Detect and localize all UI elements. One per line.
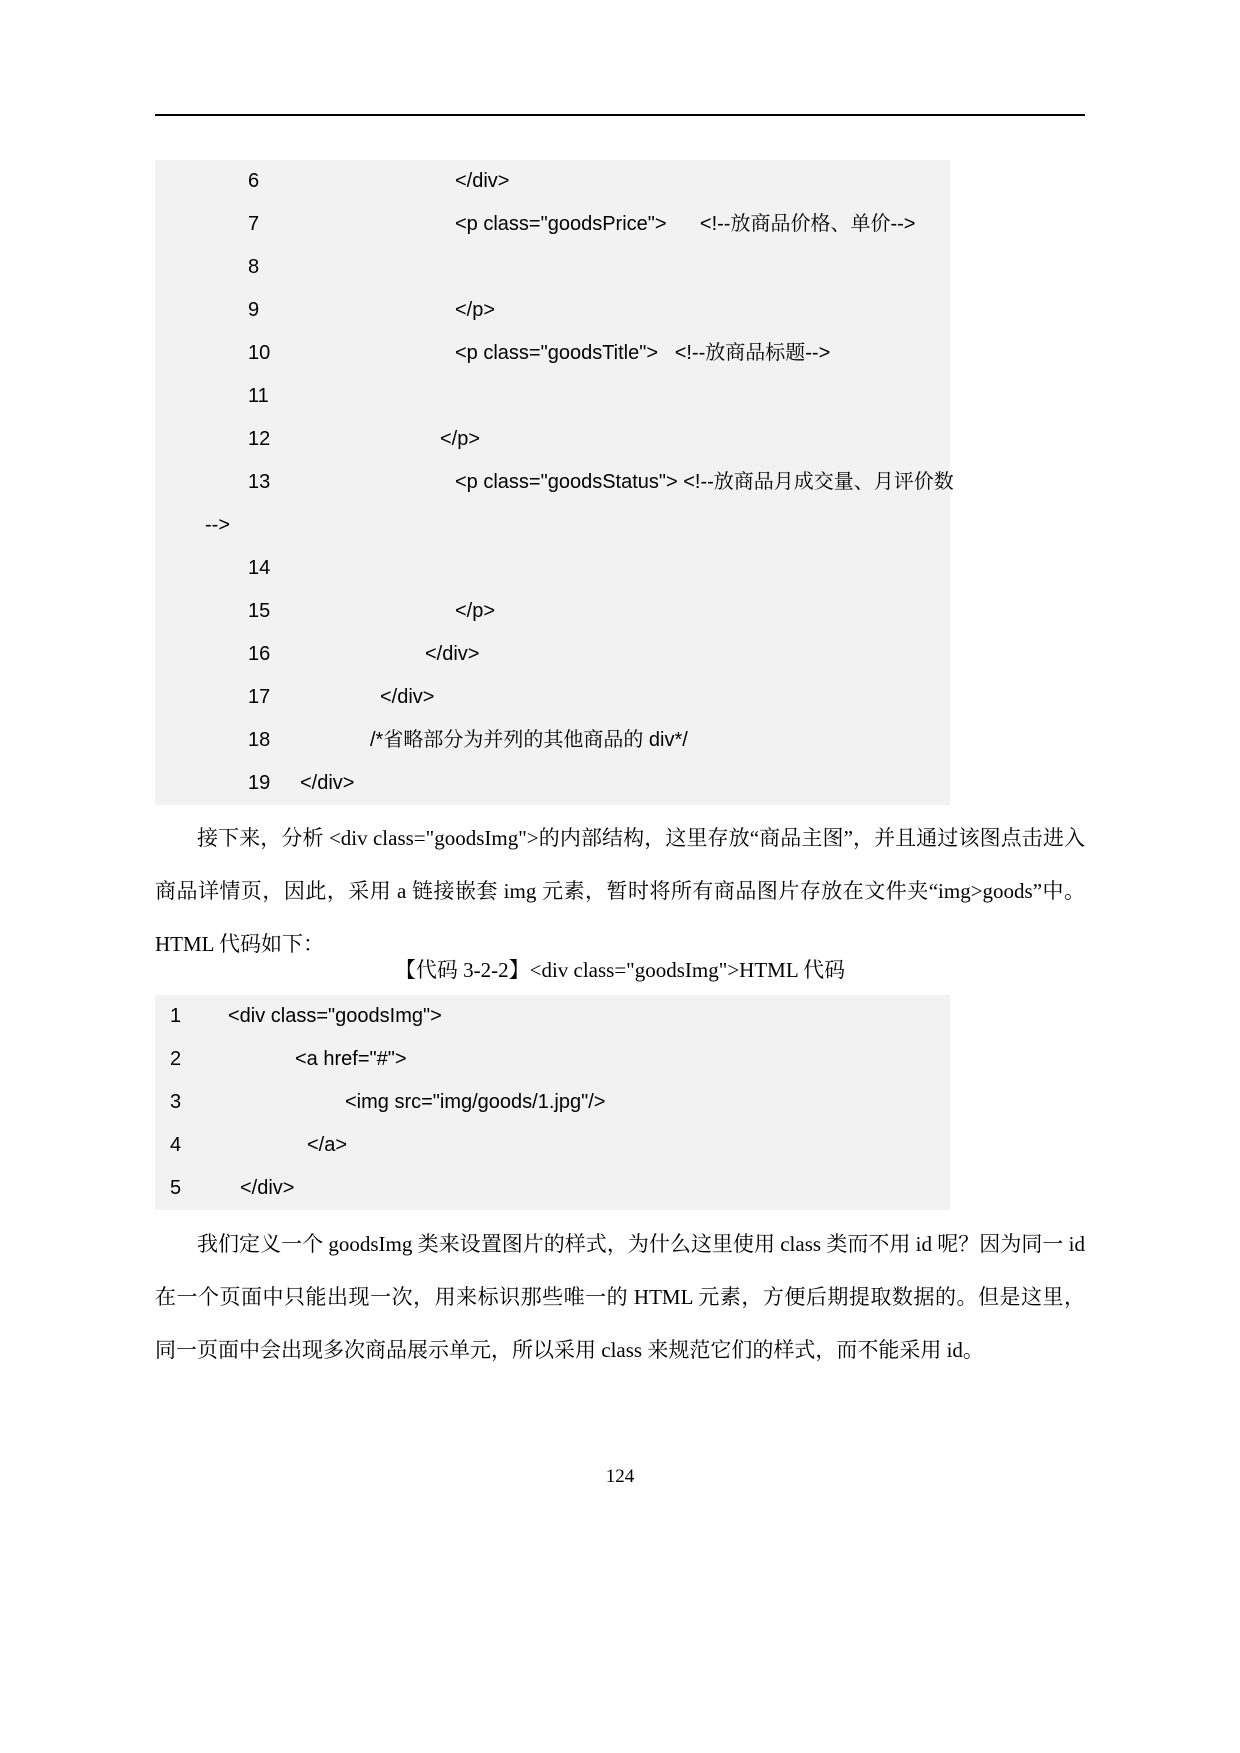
line-number: 11 xyxy=(248,385,269,407)
code-text: <p class="goodsPrice"> <!--放商品价格、单价--> xyxy=(455,213,916,235)
line-number: 13 xyxy=(248,471,271,493)
line-number: 8 xyxy=(248,256,260,278)
code-line xyxy=(155,995,950,1038)
code-text: </div> xyxy=(455,170,510,192)
code-text: </div> xyxy=(300,772,355,794)
code-listing-1 xyxy=(155,160,954,805)
code-listing-2 xyxy=(155,995,950,1210)
code-line xyxy=(155,719,950,762)
code-line xyxy=(155,289,950,332)
code-line xyxy=(155,375,950,418)
code-line xyxy=(155,461,954,504)
code-line xyxy=(155,676,950,719)
header-rule xyxy=(155,114,1085,116)
code-text: <p class="goodsTitle"> <!--放商品标题--> xyxy=(455,342,831,364)
code-line xyxy=(155,762,950,805)
line-number: 19 xyxy=(248,772,271,794)
code-line xyxy=(155,418,950,461)
line-number: 18 xyxy=(248,729,271,751)
line-number: 7 xyxy=(248,213,260,235)
line-number: 5 xyxy=(170,1177,182,1199)
code-text: /*省略部分为并列的其他商品的 div*/ xyxy=(370,729,688,751)
line-number: 3 xyxy=(170,1091,182,1113)
code-line xyxy=(155,160,950,203)
line-number: 9 xyxy=(248,299,260,321)
code-line xyxy=(155,1081,950,1124)
code-text: <p class="goodsStatus"> <!--放商品月成交量、月评价数 xyxy=(455,471,954,493)
code-text: </a> xyxy=(307,1134,348,1156)
code-line xyxy=(155,1167,950,1210)
code-text: <img src="img/goods/1.jpg"/> xyxy=(345,1091,606,1113)
paragraph-intro: 接下来，分析 <div class="goodsImg">的内部结构，这里存放“商品主图”，并且通过该图点击进入商品详情页，因此，采用 a 链接嵌套 img 元素，暂时将所有商品图片存放在文件夹“img>goods”中。HTML 代码如下： xyxy=(155,826,1085,956)
code-line xyxy=(155,203,950,246)
code-line xyxy=(155,590,950,633)
code-text: </div> xyxy=(425,643,480,665)
paragraph-explanation: 我们定义一个 goodsImg 类来设置图片的样式，为什么这里使用 class 类而不用 id 呢？因为同一 id 在一个页面中只能出现一次，用来标识那些唯一的 HTML 元素，方便后期提取数据的。但是这里，同一页面中会出现多次商品展示单元，所以采用 class 来规范它们的样式，而不能采用 id。 xyxy=(155,1232,1085,1362)
page-number: 124 xyxy=(605,1466,635,1487)
code-caption: 【代码 3-2-2】<div class="goodsImg">HTML 代码 xyxy=(394,958,846,982)
code-line xyxy=(155,504,950,547)
line-number: 1 xyxy=(170,1005,182,1027)
code-line xyxy=(155,1038,950,1081)
line-number: 17 xyxy=(248,686,271,708)
code-text: <div class="goodsImg"> xyxy=(228,1005,442,1027)
line-number: 15 xyxy=(248,600,271,622)
line-number: 16 xyxy=(248,643,271,665)
line-number: 10 xyxy=(248,342,271,364)
code-line xyxy=(155,547,950,590)
line-number: 14 xyxy=(248,557,271,579)
code-text: </p> xyxy=(455,600,496,622)
code-line xyxy=(155,1124,950,1167)
line-number: 12 xyxy=(248,428,271,450)
line-number: 4 xyxy=(170,1134,182,1156)
code-text: </p> xyxy=(455,299,496,321)
code-line xyxy=(155,246,950,289)
line-number: 2 xyxy=(170,1048,182,1070)
line-number: 6 xyxy=(248,170,260,192)
code-text: --> xyxy=(205,514,230,536)
code-text: </div> xyxy=(240,1177,295,1199)
code-line xyxy=(155,332,950,375)
code-text: <a href="#"> xyxy=(295,1048,407,1070)
code-line xyxy=(155,633,950,676)
code-text: </p> xyxy=(440,428,481,450)
code-text: </div> xyxy=(380,686,435,708)
